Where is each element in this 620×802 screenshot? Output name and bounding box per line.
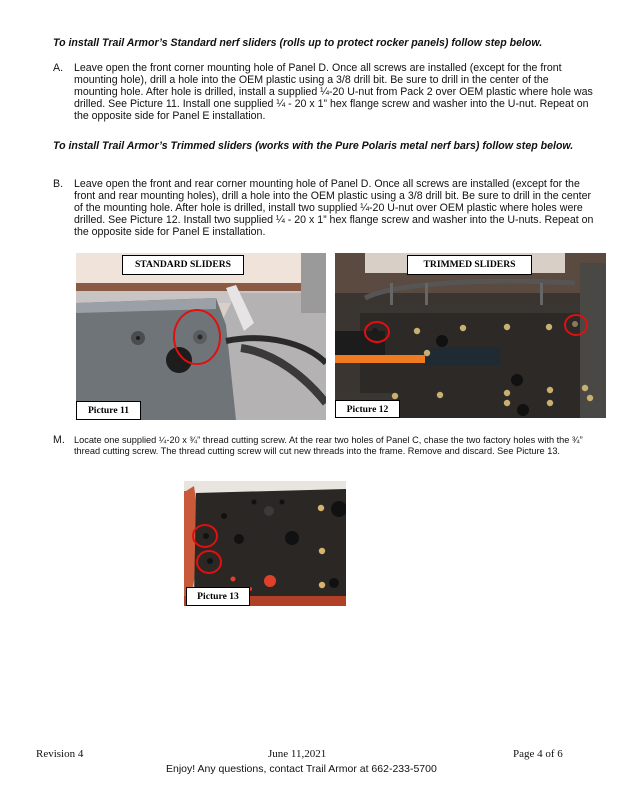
step-m <box>53 435 613 458</box>
trimmed-sliders-heading: To install Trail Armor’s Trimmed sliders (works with the Pure Polaris metal nerf bars) follow step below. <box>53 140 574 152</box>
step-a-text: Leave open the front corner mounting hole of Panel D. Once all screws are installed (except for the front mounting hole), drill a hole into the OEM plastic using a 3/8 drill bit. Be sure to drill in the center of the mounting hole. After hole is drilled, install a supplied ¼-20 U-nut from Pack 2 over OEM plastic where hole was drilled. See Picture 11. Install one supplied ¼ - 20 x 1” hex flange screw and washer into the U-nut. Repeat on the opposite side for Panel E installation. <box>74 62 593 123</box>
footer-contact: Enjoy! Any questions, contact Trail Armor at 662-233-5700 <box>166 763 437 775</box>
footer-date: June 11,2021 <box>268 748 327 760</box>
footer-revision: Revision 4 <box>36 748 84 760</box>
step-m-text: Locate one supplied ¼-20 x ¾” thread cutting screw. At the rear two holes of Panel C, chase the two factory holes with the ¾” thread cutting screw. The thread cutting screw will cut new threads into the frame. Remove and discard. See Picture 13. <box>74 435 583 457</box>
picture-12-caption: Picture 12 <box>335 400 400 418</box>
picture-12-photo <box>335 253 606 418</box>
step-m-letter: M. <box>53 434 65 446</box>
trimmed-slider-photo-illustration <box>335 253 606 418</box>
picture-11-photo <box>76 253 326 420</box>
picture-11-caption: Picture 11 <box>76 401 141 420</box>
step-b <box>53 178 613 238</box>
step-b-text: Leave open the front and rear corner mounting hole of Panel D. Once all screws are installed (except for the front and rear mounting holes), drill a hole into the OEM plastic using a 3/8 drill bit. Be sure to drill in the center of the mounting hole. After hole is drilled, install two supplied ¼-20 U-nut over OEM plastic where holes were drilled. See Picture 12. Install two supplied ¼ - 20 x 1” hex flange screw and washer into the U-nuts. Repeat on the opposite side for Panel E installation. <box>74 178 594 239</box>
footer-page-number: Page 4 of 6 <box>513 748 563 760</box>
picture-13-photo <box>184 481 346 606</box>
step-a <box>53 62 613 122</box>
picture-13-caption: Picture 13 <box>186 587 250 606</box>
step-b-letter: B. <box>53 178 64 190</box>
picture-12-title: TRIMMED SLIDERS <box>407 255 532 275</box>
standard-sliders-heading: To install Trail Armor’s Standard nerf sliders (rolls up to protect rocker panels) follow step below. <box>53 37 543 49</box>
picture-11-title: STANDARD SLIDERS <box>122 255 244 275</box>
standard-slider-photo-illustration <box>76 253 326 420</box>
step-a-letter: A. <box>53 62 64 74</box>
